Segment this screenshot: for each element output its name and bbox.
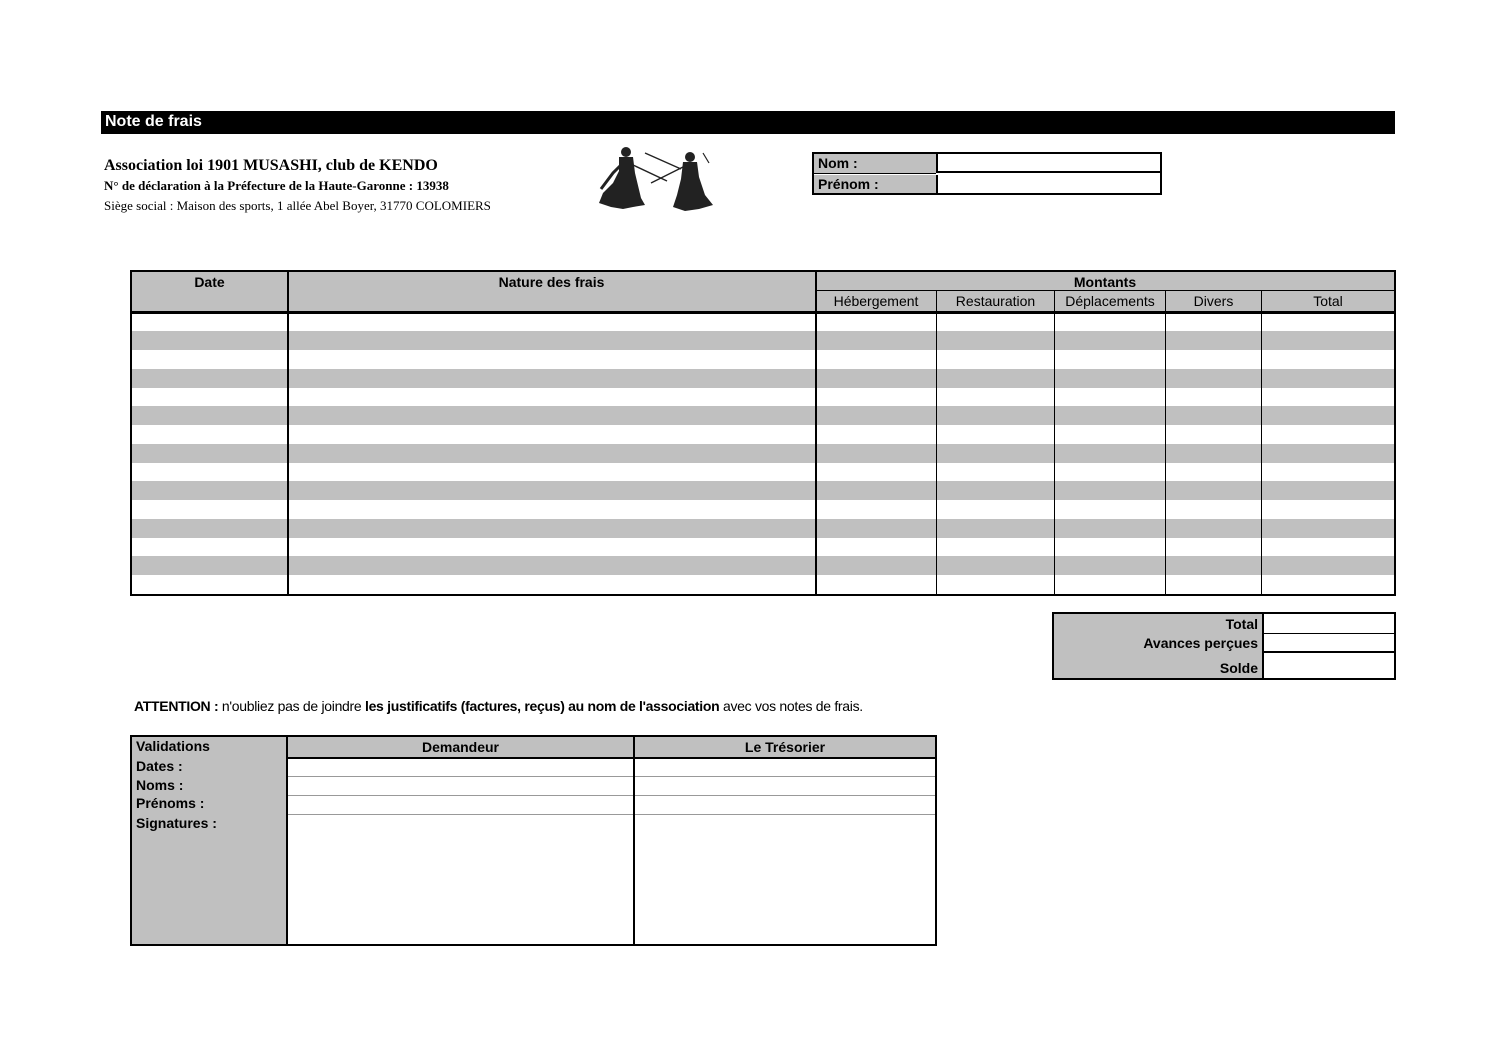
association-name: Association loi 1901 MUSASHI, club de KENDO [104, 157, 438, 174]
association-siege: Siège social : Maison des sports, 1 allée Abel Boyer, 31770 COLOMIERS [104, 198, 491, 213]
attention-text-bold: les justificatifs (factures, reçus) au nom de l'association [364, 698, 720, 714]
attention-text-2: avec vos notes de frais. [719, 698, 863, 714]
col-demandeur-header: Demandeur [288, 737, 633, 757]
avances-field[interactable] [1262, 634, 1394, 653]
col-tresorier-header: Le Trésorier [635, 737, 935, 757]
table-row[interactable] [132, 519, 1394, 538]
association-declaration: N° de déclaration à la Préfecture de la Haute-Garonne : 13938 [104, 178, 449, 193]
col-divers-header: Divers [1166, 291, 1261, 311]
table-row[interactable] [132, 556, 1394, 575]
tresorier-prenom-field[interactable] [635, 796, 935, 814]
demandeur-nom-field[interactable] [288, 777, 633, 795]
demandeur-signature-area[interactable] [288, 815, 633, 944]
solde-field[interactable] [1262, 653, 1394, 678]
validations-label-column [132, 737, 286, 944]
expense-table [130, 270, 1396, 596]
page-title: Note de frais [105, 113, 202, 130]
signatures-label: Signatures : [136, 815, 217, 831]
col-deplacements-header: Déplacements [1055, 291, 1165, 311]
table-row[interactable] [132, 369, 1394, 388]
attention-text-1: n'oubliez pas de joindre [218, 698, 365, 714]
total-field[interactable] [1262, 614, 1394, 634]
prenom-field[interactable] [936, 175, 1160, 193]
tresorier-signature-area[interactable] [635, 815, 935, 944]
col-hebergement-header: Hébergement [816, 291, 936, 311]
demandeur-prenom-field[interactable] [288, 796, 633, 814]
col-restauration-header: Restauration [937, 291, 1054, 311]
validations-table [130, 735, 937, 946]
solde-label: Solde [1054, 653, 1262, 678]
totals-box [1052, 612, 1396, 680]
montants-group-header: Montants [816, 272, 1394, 290]
attention-prefix: ATTENTION : [134, 698, 219, 714]
tresorier-nom-field[interactable] [635, 777, 935, 795]
prenoms-label: Prénoms : [136, 795, 205, 811]
tresorier-date-field[interactable] [635, 759, 935, 776]
avances-label: Avances perçues [1054, 634, 1262, 653]
total-label: Total [1054, 614, 1262, 634]
nom-field[interactable] [936, 154, 1160, 173]
col-date-header: Date [132, 272, 287, 311]
kendo-fighters-icon [593, 143, 719, 213]
table-row[interactable] [132, 481, 1394, 500]
table-row[interactable] [132, 331, 1394, 350]
dates-label: Dates : [136, 758, 183, 774]
table-row[interactable] [132, 406, 1394, 425]
demandeur-date-field[interactable] [288, 759, 633, 776]
attention-note [134, 698, 863, 714]
validations-header: Validations [136, 738, 210, 754]
prenom-label: Prénom : [814, 175, 936, 193]
table-row[interactable] [132, 444, 1394, 463]
col-total-header: Total [1262, 291, 1394, 311]
nom-label: Nom : [814, 154, 936, 173]
identity-box [812, 152, 1162, 195]
col-nature-header: Nature des frais [288, 272, 815, 311]
noms-label: Noms : [136, 777, 184, 793]
title-bar [101, 111, 1395, 134]
